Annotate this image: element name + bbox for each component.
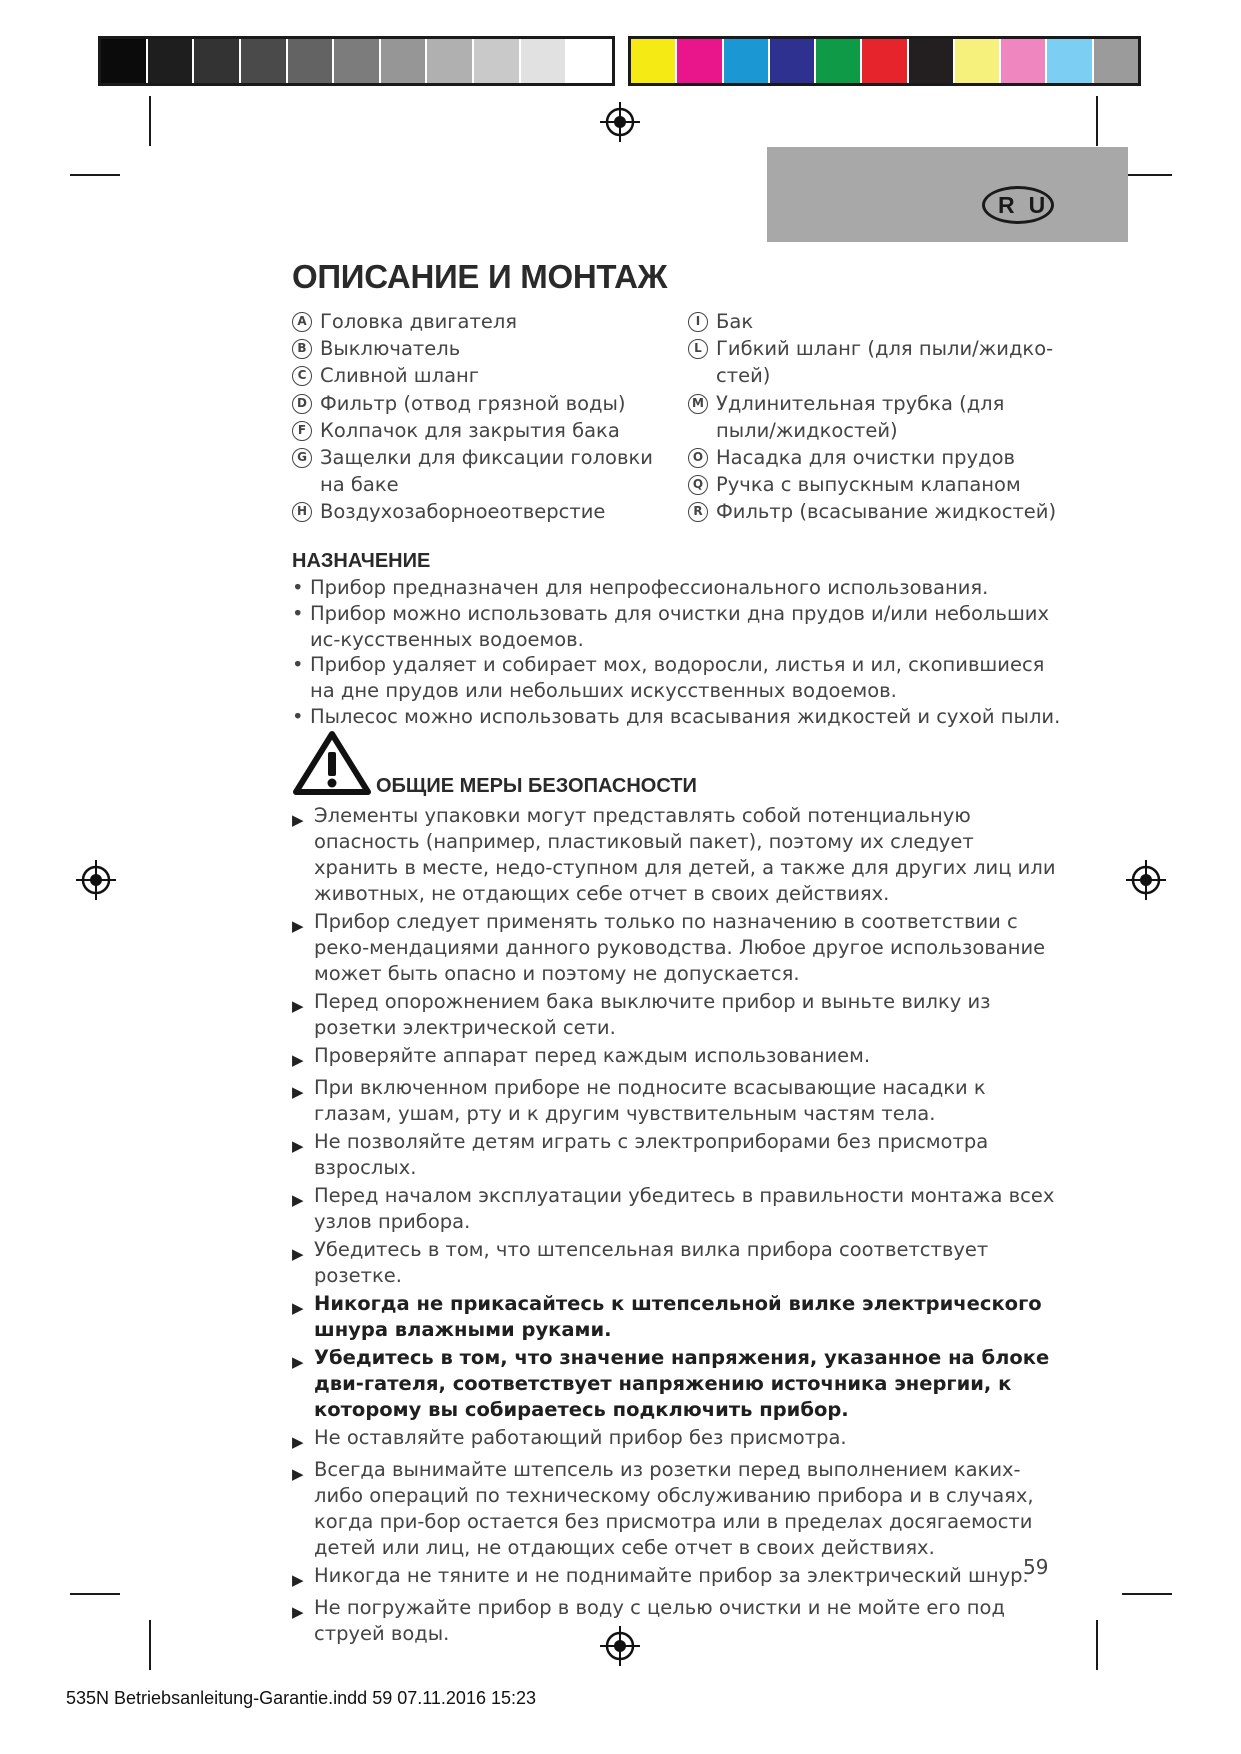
crop-mark <box>1096 1620 1098 1670</box>
safety-item <box>292 1075 1062 1127</box>
part-label: Бак <box>716 310 754 333</box>
part-letter: D <box>292 394 312 414</box>
safety-text: При включенном приборе не подносите всасывающие насадки к глазам, ушам, рту и к другим чувствительным частям тела. <box>314 1076 986 1125</box>
crop-mark <box>1096 96 1098 146</box>
safety-item <box>292 989 1062 1041</box>
parts-list-left <box>292 308 662 526</box>
arrow-icon: ▶ <box>292 997 304 1015</box>
part-letter: R <box>688 502 708 522</box>
gray-swatch <box>474 39 521 83</box>
arrow-icon: ▶ <box>292 811 304 829</box>
color-scale-bar <box>628 36 1141 86</box>
part-item <box>292 498 662 525</box>
arrow-icon: ▶ <box>292 1465 304 1483</box>
gray-swatch <box>381 39 428 83</box>
safety-item <box>292 1457 1062 1561</box>
part-item <box>688 471 1068 498</box>
gray-swatch <box>288 39 335 83</box>
arrow-icon: ▶ <box>292 1299 304 1317</box>
safety-text: Убедитесь в том, что штепсельная вилка прибора соответствует розетке. <box>314 1238 989 1287</box>
page-number: 59 <box>1023 1555 1049 1579</box>
arrow-icon: ▶ <box>292 1137 304 1155</box>
arrow-icon: ▶ <box>292 1433 304 1451</box>
purpose-item <box>292 575 1062 601</box>
part-label: Сливной шланг <box>320 364 480 388</box>
part-letter: I <box>688 312 708 332</box>
color-swatch <box>955 39 1001 83</box>
safety-item <box>292 1563 1062 1593</box>
safety-item <box>292 803 1062 907</box>
part-letter: M <box>688 394 708 414</box>
bullet: • <box>292 704 304 728</box>
crop-mark <box>149 96 151 146</box>
part-item <box>688 498 1068 525</box>
gray-swatch <box>521 39 568 83</box>
part-letter: L <box>688 339 708 359</box>
crop-mark <box>1122 174 1172 176</box>
part-item <box>292 390 662 417</box>
safety-text: Всегда вынимайте штепсель из розетки перед выполнением каких-либо операций по техническому обслуживанию прибора и в случаях, когда при-бор остается без присмотра или в пределах досягаемости детей или лиц, не отдающих себе отчет в своих действиях. <box>314 1458 1034 1559</box>
gray-swatch <box>334 39 381 83</box>
arrow-icon: ▶ <box>292 1603 304 1621</box>
safety-item <box>292 1595 1062 1647</box>
gray-swatch <box>427 39 474 83</box>
part-letter: H <box>292 502 312 522</box>
bullet: • <box>292 576 304 599</box>
part-label: Головка двигателя <box>320 310 518 333</box>
safety-list <box>292 803 1062 1649</box>
gray-swatch <box>194 39 241 83</box>
safety-text: Проверяйте аппарат перед каждым использованием. <box>314 1044 871 1067</box>
part-item <box>688 390 1068 444</box>
safety-text: Не погружайте прибор в воду с целью очистки и не мойте его под струей воды. <box>314 1596 1005 1645</box>
purpose-text: Пылесос можно использовать для всасывания жидкостей и сухой пыли. <box>310 704 1061 728</box>
part-item <box>688 308 1068 335</box>
color-swatch <box>1047 39 1093 83</box>
arrow-icon: ▶ <box>292 1571 304 1589</box>
registration-mark-icon <box>600 102 640 142</box>
crop-mark <box>149 1620 151 1670</box>
part-letter: O <box>688 448 708 468</box>
safety-text: Никогда не прикасайтесь к штепсельной вилке электрического шнура влажными руками. <box>314 1292 1042 1341</box>
color-swatch <box>724 39 770 83</box>
safety-text: Перед началом эксплуатации убедитесь в правильности монтажа всех узлов прибора. <box>314 1184 1055 1233</box>
safety-heading: ОБЩИЕ МЕРЫ БЕЗОПАСНОСТИ <box>376 775 697 797</box>
color-swatch <box>1001 39 1047 83</box>
part-letter: F <box>292 421 312 441</box>
part-label: Насадка для очистки прудов <box>716 446 1015 470</box>
safety-item <box>292 1425 1062 1455</box>
crop-mark <box>70 174 120 176</box>
arrow-icon: ▶ <box>292 1245 304 1263</box>
part-label: Удлинительная трубка (для пыли/жидкостей) <box>716 391 1005 442</box>
purpose-item <box>292 652 1062 704</box>
part-label: Гибкий шланг (для пыли/жидко-стей) <box>716 337 1054 388</box>
safety-text: Убедитесь в том, что значение напряжения, указанное на блоке дви-гателя, соответствует напряжению источника энергии, к которому вы собираетесь подключить прибор. <box>314 1346 1050 1421</box>
print-slug: 535N Betriebsanleitung-Garantie.indd 59 07.11.2016 15:23 <box>66 1688 537 1708</box>
safety-item <box>292 1291 1062 1343</box>
arrow-icon: ▶ <box>292 1353 304 1371</box>
part-label: Ручка с выпускным клапаном <box>716 473 1021 497</box>
part-label: Фильтр (всасывание жидкостей) <box>716 500 1057 524</box>
purpose-text: Прибор можно использовать для очистки дна прудов и/или небольших ис-кусственных водоемов. <box>310 601 1050 651</box>
arrow-icon: ▶ <box>292 1051 304 1069</box>
purpose-text: Прибор предназначен для непрофессионального использования. <box>310 576 989 599</box>
language-tab <box>767 147 1128 242</box>
part-letter: B <box>292 339 312 359</box>
part-letter: A <box>292 312 312 332</box>
part-label: Фильтр (отвод грязной воды) <box>320 391 626 415</box>
part-item <box>292 335 662 362</box>
parts-list-right <box>688 308 1068 526</box>
part-item <box>292 308 662 335</box>
crop-mark <box>1122 1593 1172 1595</box>
safety-item <box>292 1043 1062 1073</box>
gray-swatch <box>567 39 612 83</box>
bullet: • <box>292 601 304 625</box>
safety-text: Прибор следует применять только по назначению в соответствии с реко-мендациями данного руководства. Любое другое использование может быть опасно и поэтому не допускается. <box>314 910 1046 985</box>
purpose-text: Прибор удаляет и собирает мох, водоросли, листья и ил, скопившиеся на дне прудов или небольших искусственных водоемов. <box>310 653 1045 703</box>
color-swatch <box>862 39 908 83</box>
page-title: ОПИСАНИЕ И МОНТАЖ <box>292 258 668 295</box>
part-label: Выключатель <box>320 337 461 361</box>
part-letter: G <box>292 448 312 468</box>
color-swatch <box>631 39 677 83</box>
safety-text: Никогда не тяните и не поднимайте прибор за электрический шнур. <box>314 1564 1029 1587</box>
safety-text: Элементы упаковки могут представлять собой потенциальную опасность (например, пластиковый пакет), поэтому их следует хранить в месте, недо-ступном для детей, а также для других лиц или животных, не отдающих себе отчет в своих действиях. <box>314 804 1056 905</box>
safety-text: Перед опорожнением бака выключите прибор и выньте вилку из розетки электрической сети. <box>314 990 991 1039</box>
part-item <box>292 362 662 389</box>
registration-mark-icon <box>76 860 116 900</box>
safety-item <box>292 1345 1062 1423</box>
part-label: Защелки для фиксации головки на баке <box>320 446 653 497</box>
part-letter: C <box>292 366 312 386</box>
part-label: Колпачок для закрытия бака <box>320 418 620 442</box>
part-item <box>688 444 1068 471</box>
arrow-icon: ▶ <box>292 1191 304 1209</box>
part-item <box>292 444 662 498</box>
color-swatch <box>1094 39 1138 83</box>
part-letter: Q <box>688 475 708 495</box>
safety-item <box>292 909 1062 987</box>
color-swatch <box>677 39 723 83</box>
color-swatch <box>770 39 816 83</box>
color-swatch <box>909 39 955 83</box>
safety-text: Не оставляйте работающий прибор без присмотра. <box>314 1426 847 1449</box>
arrow-icon: ▶ <box>292 917 304 935</box>
part-item <box>688 335 1068 389</box>
gray-swatch <box>148 39 195 83</box>
purpose-item <box>292 704 1062 730</box>
gray-scale-bar <box>98 36 615 86</box>
color-swatch <box>816 39 862 83</box>
part-label: Воздухозаборноеотверстие <box>320 500 606 524</box>
crop-mark <box>70 1593 120 1595</box>
safety-item <box>292 1129 1062 1181</box>
safety-item <box>292 1237 1062 1289</box>
purpose-heading: НАЗНАЧЕНИЕ <box>292 550 431 572</box>
warning-triangle-icon <box>292 730 372 796</box>
registration-mark-icon <box>1126 860 1166 900</box>
purpose-item <box>292 601 1062 653</box>
arrow-icon: ▶ <box>292 1083 304 1101</box>
safety-item <box>292 1183 1062 1235</box>
bullet: • <box>292 653 304 677</box>
part-item <box>292 417 662 444</box>
gray-swatch <box>241 39 288 83</box>
safety-text: Не позволяйте детям играть с электроприборами без присмотра взрослых. <box>314 1130 989 1179</box>
gray-swatch <box>101 39 148 83</box>
language-badge: RU <box>982 186 1054 224</box>
purpose-list <box>292 575 1062 730</box>
